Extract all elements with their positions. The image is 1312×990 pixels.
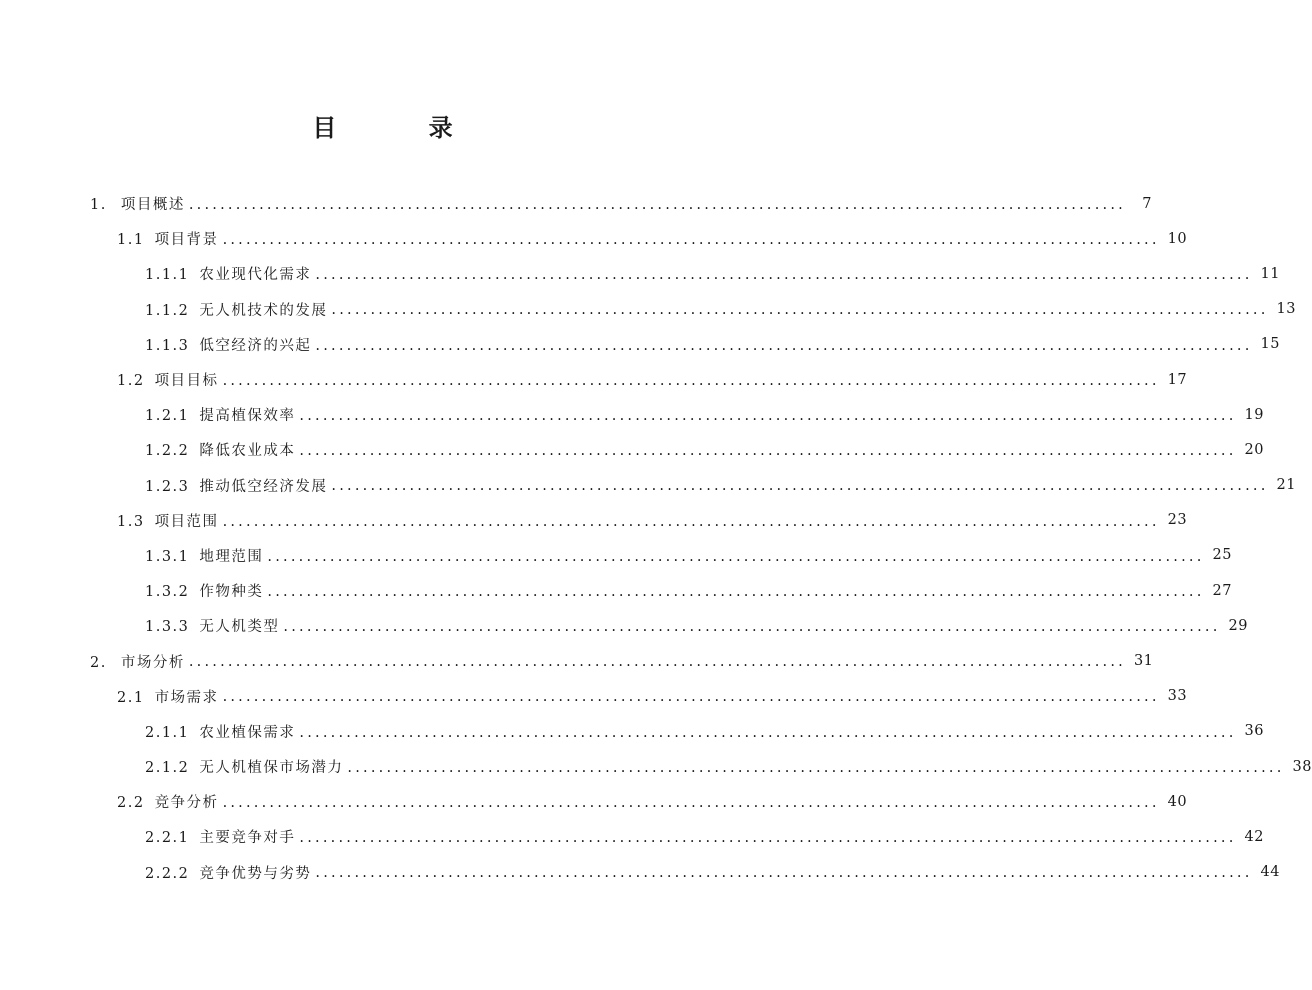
toc-entry-label	[145, 756, 347, 777]
toc-entry-page: 36	[1244, 723, 1264, 740]
dot-leader: ........................................................................................................................	[299, 443, 1237, 460]
toc-entry-number: 1.3.1	[145, 548, 190, 565]
toc-entry-title: 竞争分析	[154, 795, 219, 812]
toc-entry-page: 7	[1142, 195, 1152, 212]
toc-entry-title: 无人机类型	[199, 619, 280, 636]
dot-leader: ........................................................................................................................	[315, 337, 1253, 354]
dot-leader: ........................................................................................................................	[222, 795, 1160, 812]
dot-leader: ........................................................................................................................	[315, 267, 1253, 284]
toc-entry-page: 15	[1260, 336, 1280, 353]
toc-entry-title: 主要竞争对手	[199, 830, 296, 847]
toc-entry-page: 27	[1212, 582, 1232, 599]
toc-entry[interactable]	[145, 573, 1232, 608]
dot-leader: ........................................................................................................................	[299, 407, 1237, 424]
toc-entry-label	[145, 826, 299, 847]
toc-entry-page: 33	[1167, 688, 1188, 705]
toc-entry-label	[145, 263, 315, 284]
toc-entry[interactable]	[117, 503, 1188, 538]
toc-entry-number: 1.1	[117, 232, 145, 249]
toc-entry-page: 11	[1260, 265, 1280, 282]
toc-entry[interactable]	[117, 679, 1188, 714]
toc-entry[interactable]	[145, 749, 1312, 784]
toc-entry-title: 项目范围	[154, 513, 219, 530]
toc-entry-title: 项目目标	[154, 373, 219, 390]
dot-leader: ........................................................................................................................	[267, 583, 1205, 600]
toc-entry-page: 10	[1167, 230, 1188, 247]
table-of-contents	[0, 186, 1312, 890]
toc-entry-number: 1.2.1	[145, 408, 190, 425]
toc-entry-page: 42	[1244, 828, 1264, 845]
dot-leader: ........................................................................................................................	[267, 548, 1205, 565]
toc-entry[interactable]	[145, 292, 1296, 327]
dot-leader: ........................................................................................................................	[188, 196, 1126, 213]
dot-leader: ........................................................................................................................	[283, 619, 1221, 636]
toc-entry-number: 2.1.1	[145, 724, 190, 741]
toc-entry-label	[90, 193, 189, 214]
toc-entry-number: 2.2	[117, 795, 145, 812]
toc-entry-label	[117, 369, 223, 390]
toc-entry[interactable]	[145, 327, 1280, 362]
toc-entry[interactable]	[145, 714, 1264, 749]
toc-entry-page: 17	[1167, 371, 1188, 388]
toc-entry-label	[117, 510, 223, 531]
toc-entry-title: 地理范围	[199, 548, 264, 565]
toc-entry-title: 无人机技术的发展	[199, 302, 328, 319]
toc-entry-title: 作物种类	[199, 584, 264, 601]
toc-entry-page: 19	[1244, 406, 1264, 423]
toc-entry-number: 2.1.2	[145, 760, 190, 777]
toc-entry[interactable]	[117, 784, 1188, 819]
toc-entry-number: 1.2	[117, 373, 145, 390]
toc-entry-number: 2.2.1	[145, 830, 190, 847]
toc-entry-number: 1.3.3	[145, 619, 190, 636]
toc-entry-number: 2.2.2	[145, 865, 190, 882]
toc-entry[interactable]	[145, 432, 1264, 467]
toc-entry-title: 市场需求	[154, 689, 219, 706]
dot-leader: ........................................................................................................................	[222, 372, 1160, 389]
toc-entry-title: 农业现代化需求	[199, 267, 312, 284]
toc-entry[interactable]	[145, 819, 1264, 854]
page-title: 目 录	[312, 114, 495, 142]
dot-leader: ........................................................................................................................	[222, 689, 1160, 706]
toc-entry-label	[145, 615, 283, 636]
toc-entry-title: 农业植保需求	[199, 724, 296, 741]
toc-entry-label	[145, 862, 315, 883]
dot-leader: ........................................................................................................................	[331, 302, 1269, 319]
toc-entry-page: 38	[1292, 758, 1312, 775]
toc-entry-number: 1.2.3	[145, 478, 190, 495]
toc-entry-label	[117, 228, 223, 249]
toc-entry-label	[90, 651, 189, 672]
toc-entry[interactable]	[117, 221, 1188, 256]
toc-entry-label	[145, 334, 315, 355]
toc-entry-page: 21	[1276, 477, 1296, 494]
toc-entry-label	[145, 404, 299, 425]
toc-entry-title: 推动低空经济发展	[199, 478, 328, 495]
toc-entry-title: 提高植保效率	[199, 408, 296, 425]
toc-entry-title: 项目背景	[154, 232, 219, 249]
toc-entry[interactable]	[90, 643, 1154, 678]
toc-entry-number: 2.1	[117, 689, 145, 706]
toc-entry-number: 1.3	[117, 513, 145, 530]
toc-entry-page: 44	[1260, 864, 1280, 881]
toc-entry-label	[145, 299, 331, 320]
toc-entry-title: 竞争优势与劣势	[199, 865, 312, 882]
dot-leader: ........................................................................................................................	[331, 478, 1269, 495]
toc-entry-page: 20	[1244, 441, 1264, 458]
toc-entry[interactable]	[90, 186, 1152, 221]
toc-entry-page: 29	[1228, 617, 1248, 634]
toc-entry-number: 1.1.3	[145, 337, 190, 354]
dot-leader: ........................................................................................................................	[347, 759, 1285, 776]
toc-entry[interactable]	[145, 256, 1280, 291]
dot-leader: ........................................................................................................................	[222, 513, 1160, 530]
toc-entry-title: 项目概述	[120, 197, 185, 214]
toc-entry-page: 25	[1212, 547, 1232, 564]
toc-entry-number: 1.1.1	[145, 267, 190, 284]
toc-entry[interactable]	[145, 468, 1296, 503]
toc-entry[interactable]	[145, 855, 1280, 890]
toc-entry-label	[117, 791, 223, 812]
toc-entry-page: 40	[1167, 793, 1188, 810]
toc-entry-label	[145, 475, 331, 496]
toc-entry-page: 13	[1276, 301, 1296, 318]
toc-entry[interactable]	[117, 362, 1188, 397]
toc-entry-title: 市场分析	[120, 654, 185, 671]
toc-entry-label	[145, 545, 267, 566]
toc-entry-number: 1.2.2	[145, 443, 190, 460]
toc-entry-title: 无人机植保市场潜力	[199, 760, 344, 777]
toc-entry[interactable]	[145, 608, 1248, 643]
toc-entry-label	[145, 580, 267, 601]
toc-entry-page: 31	[1133, 653, 1154, 670]
dot-leader: ........................................................................................................................	[222, 232, 1160, 249]
toc-entry-number: 1.	[90, 197, 107, 214]
toc-entry-label	[117, 686, 223, 707]
toc-entry-title: 低空经济的兴起	[199, 337, 312, 354]
dot-leader: ........................................................................................................................	[188, 654, 1126, 671]
toc-entry-number: 1.3.2	[145, 584, 190, 601]
toc-entry-number: 1.1.2	[145, 302, 190, 319]
toc-entry-label	[145, 721, 299, 742]
toc-entry[interactable]	[145, 397, 1264, 432]
toc-entry[interactable]	[145, 538, 1232, 573]
toc-entry-page: 23	[1167, 512, 1188, 529]
dot-leader: ........................................................................................................................	[299, 724, 1237, 741]
toc-entry-number: 2.	[90, 654, 107, 671]
dot-leader: ........................................................................................................................	[315, 865, 1253, 882]
dot-leader: ........................................................................................................................	[299, 830, 1237, 847]
toc-entry-label	[145, 439, 299, 460]
toc-entry-title: 降低农业成本	[199, 443, 296, 460]
